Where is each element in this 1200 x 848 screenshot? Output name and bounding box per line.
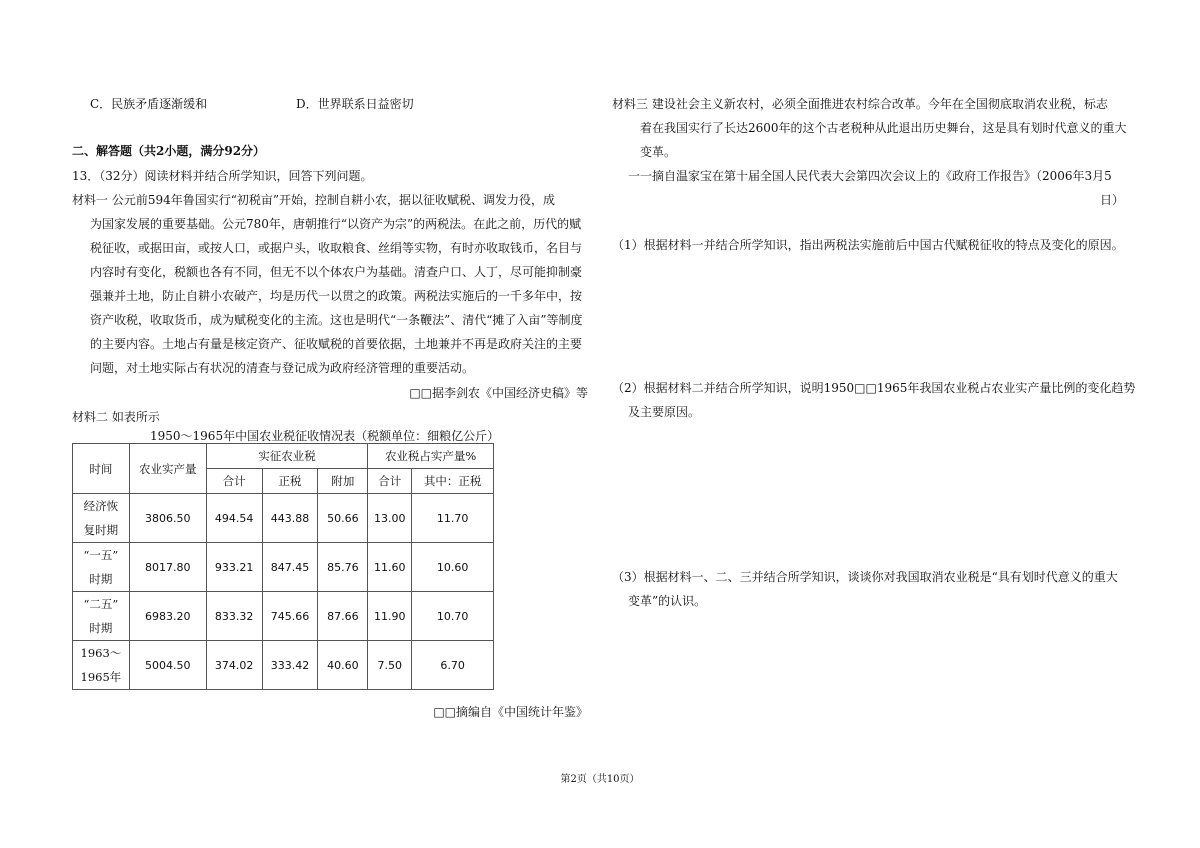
row-output: 3806.50: [129, 494, 206, 543]
choice-c: C．民族矛盾逐渐缓和: [90, 97, 208, 111]
row-ratio-regular: 11.70: [412, 494, 494, 543]
sub-question-3: （3）根据材料一、二、三并结合所学知识，谈谈你对我国取消农业税是“具有划时代意义的重大: [612, 570, 1118, 584]
row-output: 5004.50: [129, 641, 206, 690]
table-row: [73, 494, 494, 543]
material-3-line: 变革。: [640, 145, 677, 159]
header-regular: 正税: [262, 469, 318, 494]
material-1-line: 的主要内容。土地占有量是核定资产、征收赋税的首要依据，土地兼并不再是政府关注的主要: [90, 337, 583, 351]
table-row: [73, 543, 494, 592]
header-ratio-total: 合计: [368, 469, 412, 494]
row-surcharge: 50.66: [318, 494, 368, 543]
header-total: 合计: [206, 469, 262, 494]
row-regular: 847.45: [262, 543, 318, 592]
material-3-line: 着在我国实行了长达2600年的这个古老税种从此退出历史舞台，这是具有划时代意义的重大: [640, 121, 1127, 135]
sub-question-3-cont: 变革”的认识。: [628, 594, 707, 608]
header-levied: 实征农业税: [206, 444, 368, 469]
row-total: 933.21: [206, 543, 262, 592]
sub-question-2-cont: 及主要原因。: [628, 405, 701, 419]
table-row: [73, 641, 494, 690]
tax-table: [72, 443, 494, 690]
header-ratio: 农业税占实产量%: [368, 444, 494, 469]
section-heading: 二、解答题（共2小题，满分92分）: [72, 144, 266, 158]
row-regular: 745.66: [262, 592, 318, 641]
row-output: 6983.20: [129, 592, 206, 641]
header-period: 时间: [73, 444, 130, 494]
row-ratio-total: 13.00: [368, 494, 412, 543]
row-total: 374.02: [206, 641, 262, 690]
row-surcharge: 87.66: [318, 592, 368, 641]
row-ratio-total: 11.90: [368, 592, 412, 641]
row-period: 1963～ 1965年: [73, 641, 130, 690]
material-1-line: 问题，对土地实际占有状况的清查与登记成为政府经济管理的重要活动。: [90, 361, 475, 375]
row-regular: 443.88: [262, 494, 318, 543]
page-number: 第2页（共10页）: [560, 774, 640, 785]
row-surcharge: 85.76: [318, 543, 368, 592]
material-2-source: □□摘编自《中国统计年鉴》: [433, 705, 588, 719]
sub-question-2: （2）根据材料二并结合所学知识，说明1950□□1965年我国农业税占农业实产量比例的变化趋势: [612, 381, 1136, 395]
choice-d: D．世界联系日益密切: [296, 97, 414, 111]
row-period: “一五” 时期: [73, 543, 130, 592]
row-period: “二五” 时期: [73, 592, 130, 641]
row-period: 经济恢 复时期: [73, 494, 130, 543]
material-1-line: 强兼并土地，防止自耕小农破产，均是历代一以贯之的政策。两税法实施后的一千多年中，按: [90, 289, 583, 303]
sub-question-1: （1）根据材料一并结合所学知识，指出两税法实施前后中国古代赋税征收的特点及变化的原因。: [612, 238, 1124, 252]
material-2-intro: 材料二 如表所示: [72, 410, 160, 424]
question-13: 13．（32分）阅读材料并结合所学知识，回答下列问题。: [72, 169, 373, 183]
row-ratio-total: 7.50: [368, 641, 412, 690]
material-1-line: 内容时有变化，税额也各有不同，但无不以个体农户为基础。清查户口、人丁，尽可能抑制豪: [90, 265, 583, 279]
row-surcharge: 40.60: [318, 641, 368, 690]
material-1-source: □□据李剑农《中国经济史稿》等: [409, 386, 588, 400]
row-total: 833.32: [206, 592, 262, 641]
material-1-line: 为国家发展的重要基础。公元780年，唐朝推行“以资产为宗”的两税法。在此之前，历代的赋: [90, 217, 582, 231]
row-ratio-regular: 10.70: [412, 592, 494, 641]
table-row: [73, 592, 494, 641]
material-3-source: 一一摘自温家宝在第十届全国人民代表大会第四次会议上的《政府工作报告》（2006年3月5: [628, 169, 1112, 183]
row-ratio-regular: 6.70: [412, 641, 494, 690]
material-3-line: 材料三 建设社会主义新农村，必须全面推进农村综合改革。今年在全国彻底取消农业税，标志: [612, 97, 1108, 111]
row-total: 494.54: [206, 494, 262, 543]
row-output: 8017.80: [129, 543, 206, 592]
material-1-line: 材料一 公元前594年鲁国实行“初税亩”开始，控制自耕小农，据以征收赋税、调发力役，成: [72, 193, 555, 207]
material-1-line: 资产收税，收取货币，成为赋税变化的主流。这也是明代“一条鞭法”、清代“摊了入亩”等制度: [90, 313, 583, 327]
header-ratio-regular: 其中：正税: [412, 469, 494, 494]
material-3-source-end: 日）: [1099, 193, 1124, 207]
material-1-line: 税征收，或据田亩，或按人口，或据户头，收取粮食、丝绢等实物，有时亦收取钱币，名目与: [90, 241, 583, 255]
header-surcharge: 附加: [318, 469, 368, 494]
header-output: 农业实产量: [129, 444, 206, 494]
row-ratio-regular: 10.60: [412, 543, 494, 592]
row-regular: 333.42: [262, 641, 318, 690]
table-title: 1950～1965年中国农业税征收情况表（税额单位：细粮亿公斤）: [150, 429, 500, 443]
row-ratio-total: 11.60: [368, 543, 412, 592]
